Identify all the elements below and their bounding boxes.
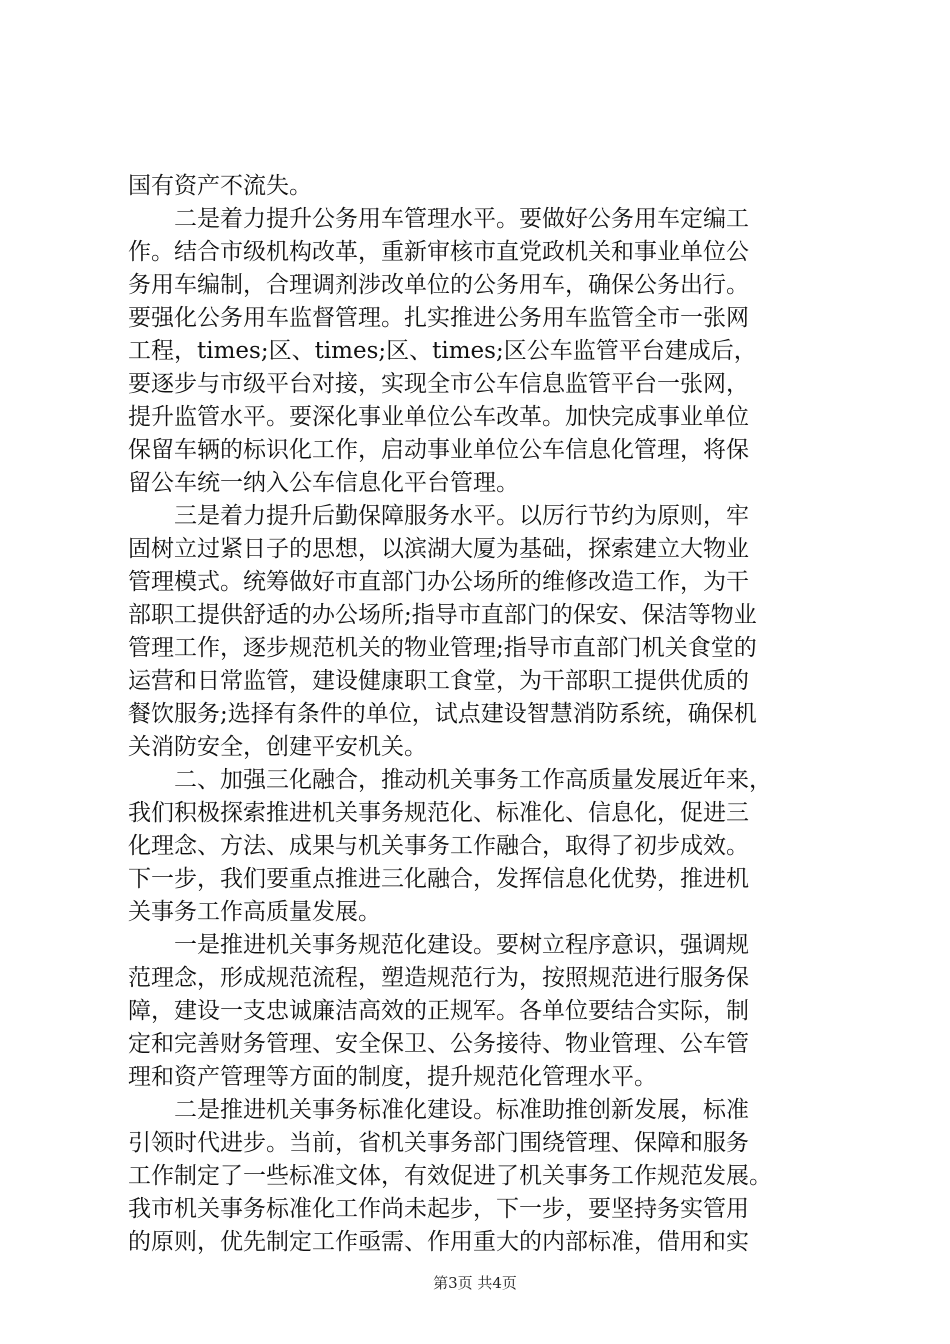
text-line: 我市机关事务标准化工作尚未起步，下一步，要坚持务实管用 [128, 1196, 749, 1222]
text-line: 定和完善财务管理、安全保卫、公务接待、物业管理、公车管 [128, 1031, 749, 1057]
text-line: 运营和日常监管，建设健康职工食堂，为干部职工提供优质的 [128, 668, 749, 694]
text-line: 留公车统一纳入公车信息化平台管理。 [128, 470, 519, 496]
text-line: 固树立过紧日子的思想，以滨湖大厦为基础，探索建立大物业 [128, 536, 749, 562]
text-line: 范理念，形成规范流程，塑造规范行为，按照规范进行服务保 [128, 965, 749, 991]
document-body [128, 170, 828, 1259]
text-line: 二、加强三化融合，推动机关事务工作高质量发展近年来， [128, 767, 772, 793]
text-line: 部职工提供舒适的办公场所;指导市直部门的保安、保洁等物业 [128, 602, 757, 628]
text-line: 管理工作，逐步规范机关的物业管理;指导市直部门机关食堂的 [128, 635, 757, 661]
text-line: 下一步，我们要重点推进三化融合，发挥信息化优势，推进机 [128, 866, 749, 892]
text-line: 餐饮服务;选择有条件的单位，试点建设智慧消防系统，确保机 [128, 701, 757, 727]
text-line: 国有资产不流失。 [128, 173, 312, 199]
text-line: 工作制定了一些标准文体，有效促进了机关事务工作规范发展。 [128, 1163, 772, 1189]
text-line: 管理模式。统筹做好市直部门办公场所的维修改造工作，为干 [128, 569, 749, 595]
text-line: 二是着力提升公务用车管理水平。要做好公务用车定编工 [128, 206, 749, 232]
text-line: 要逐步与市级平台对接，实现全市公车信息监管平台一张网， [128, 371, 749, 397]
text-line: 关事务工作高质量发展。 [128, 899, 381, 925]
text-line: 工程，times;区、times;区、times;区公车监管平台建成后， [128, 338, 757, 364]
text-line: 关消防安全，创建平安机关。 [128, 734, 427, 760]
page-number-footer: 第3页 共4页 [433, 1274, 517, 1292]
text-line: 我们积极探索推进机关事务规范化、标准化、信息化，促进三 [128, 800, 749, 826]
text-line: 要强化公务用车监督管理。扎实推进公务用车监管全市一张网 [128, 305, 749, 331]
text-line: 务用车编制，合理调剂涉改单位的公务用车，确保公务出行。 [128, 272, 749, 298]
text-line: 理和资产管理等方面的制度，提升规范化管理水平。 [128, 1064, 657, 1090]
text-line: 的原则，优先制定工作亟需、作用重大的内部标准，借用和实 [128, 1229, 749, 1255]
text-line: 一是推进机关事务规范化建设。要树立程序意识，强调规 [128, 932, 749, 958]
text-line: 化理念、方法、成果与机关事务工作融合，取得了初步成效。 [128, 833, 749, 859]
text-line: 提升监管水平。要深化事业单位公车改革。加快完成事业单位 [128, 404, 749, 430]
text-line: 保留车辆的标识化工作，启动事业单位公车信息化管理，将保 [128, 437, 749, 463]
text-line: 障，建设一支忠诚廉洁高效的正规军。各单位要结合实际，制 [128, 998, 749, 1024]
text-line: 引领时代进步。当前，省机关事务部门围绕管理、保障和服务 [128, 1130, 749, 1156]
text-line: 二是推进机关事务标准化建设。标准助推创新发展，标准 [128, 1097, 749, 1123]
text-line: 三是着力提升后勤保障服务水平。以厉行节约为原则，牢 [128, 503, 749, 529]
text-line: 作。结合市级机构改革，重新审核市直党政机关和事业单位公 [128, 239, 749, 265]
